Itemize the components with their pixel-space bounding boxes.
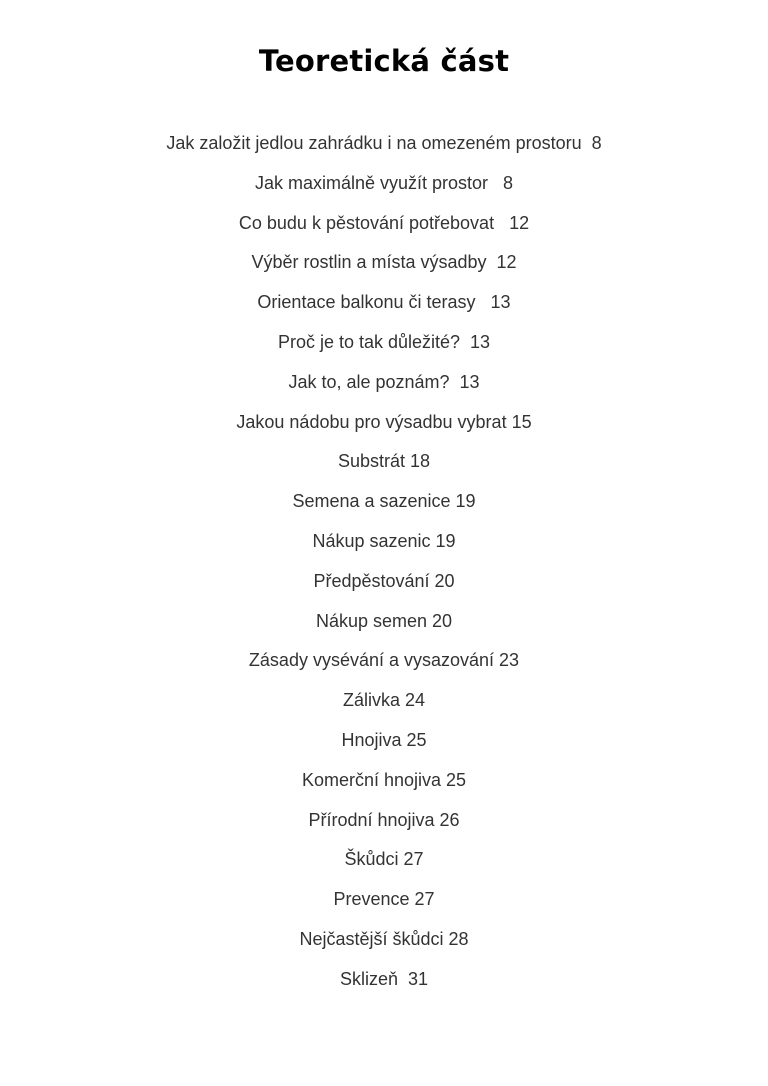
toc-entry: Sklizeň 31 [339, 968, 429, 989]
toc-entry: Jak založit jedlou zahrádku i na omezeném prostoru 8 [166, 133, 602, 153]
toc-entry: Nákup sazenic 19 [312, 530, 456, 551]
toc-entry: Jakou nádobu pro výsadbu vybrat 15 [236, 411, 532, 432]
toc-entry: Zásady vysévání a vysazování 23 [248, 650, 520, 671]
toc-entry: Co budu k pěstování potřebovat 12 [238, 212, 530, 233]
toc-entry: Přírodní hnojiva 26 [308, 809, 460, 830]
page-title: Teoretická část [258, 44, 510, 78]
toc-entry: Semena a sazenice 19 [292, 491, 476, 512]
toc-entry: Orientace balkonu či terasy 13 [257, 292, 511, 313]
toc-entry: Nejčastější škůdci 28 [299, 928, 469, 949]
toc-entry: Proč je to tak důležité? 13 [277, 331, 491, 352]
toc-entry: Komerční hnojiva 25 [301, 769, 467, 790]
toc-entry: Předpěstování 20 [313, 570, 455, 591]
toc-entry: Substrát 18 [337, 451, 431, 472]
toc-entry: Prevence 27 [333, 889, 435, 910]
toc-entry: Hnojiva 25 [341, 729, 427, 750]
toc-entry: Škůdci 27 [344, 849, 424, 870]
toc-entry: Jak maximálně využít prostor 8 [254, 172, 514, 193]
toc-entry: Jak to, ale poznám? 13 [288, 371, 480, 392]
toc-entry: Nákup semen 20 [315, 610, 453, 631]
toc-entry: Výběr rostlin a místa výsadby 12 [251, 252, 517, 273]
toc-entry: Zálivka 24 [342, 690, 426, 711]
table-of-contents [0, 124, 768, 1000]
